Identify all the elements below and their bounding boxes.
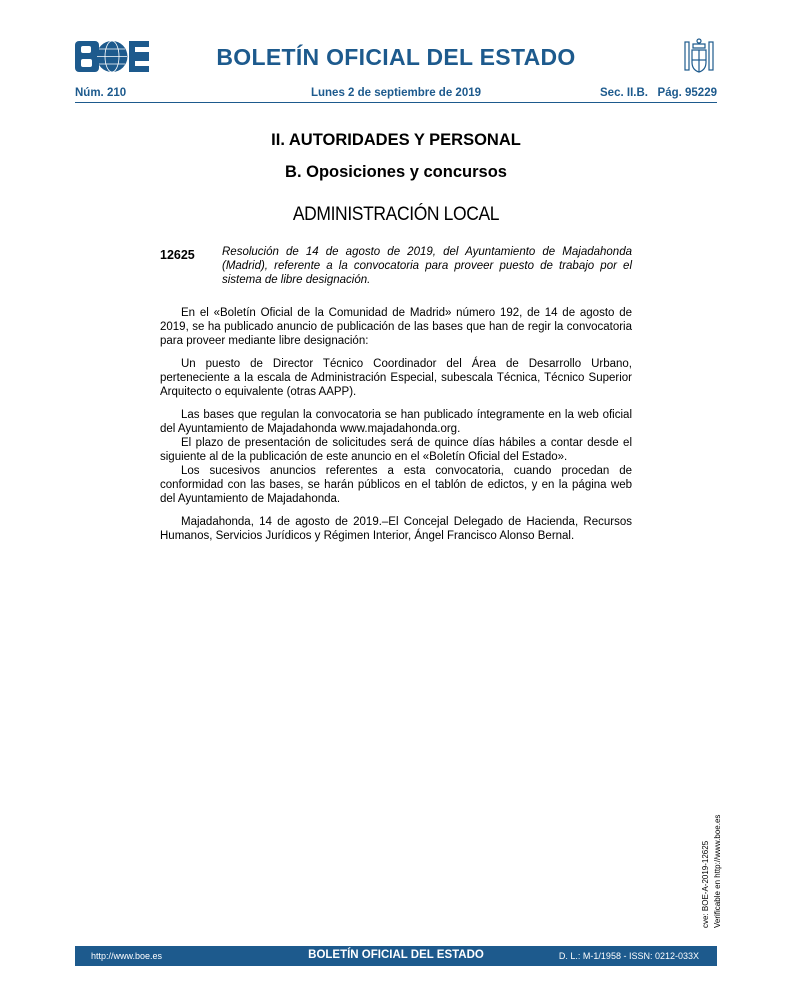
verification-sidebar <box>700 808 734 928</box>
issue-info-row <box>75 87 717 101</box>
boe-logo <box>75 41 149 72</box>
header-divider <box>75 102 717 103</box>
paragraph: Las bases que regulan la convocatoria se han publicado íntegramente en la web oficial del Ayuntamiento de Majadahonda www.majadahonda.org. <box>160 409 632 435</box>
footer-url-link[interactable]: http://www.boe.es <box>91 951 163 961</box>
issue-number: Núm. 210 <box>75 87 127 99</box>
subsection-heading: B. Oposiciones y concursos <box>285 163 507 181</box>
footer-legal: D. L.: M-1/1958 - ISSN: 0212-033X <box>558 951 699 961</box>
paragraph: El plazo de presentación de solicitudes será de quince días hábiles a contar desde el siguiente al de la publicación de este anuncio en el «Boletín Oficial del Estado». <box>160 437 632 463</box>
paragraph: Los sucesivos anuncios referentes a esta convocatoria, cuando procedan de conformidad con las bases, se harán públicos en el tablón de edictos, y en la página web del Ayuntamiento de Majadahonda. <box>160 465 632 505</box>
paragraph: En el «Boletín Oficial de la Comunidad de Madrid» número 192, de 14 de agosto de 2019, se ha publicado anuncio de publicación de las bases que han de regir la convocatoria para proveer mediante libre designación: <box>160 307 632 347</box>
footer-title: BOLETÍN OFICIAL DEL ESTADO <box>308 949 484 961</box>
issue-date: Lunes 2 de septiembre de 2019 <box>310 87 482 99</box>
paragraph: Un puesto de Director Técnico Coordinador del Área de Desarrollo Urbano, perteneciente a la escala de Administración Especial, subescala Técnica, Técnico Superior Arquitecto o equivalente (otras AAPP). <box>160 358 632 398</box>
cve-code: cve: BOE-A-2019-12625 <box>701 840 710 928</box>
section-heading: II. AUTORIDADES Y PERSONAL <box>271 131 521 149</box>
administration-heading: ADMINISTRACIÓN LOCAL <box>292 204 500 225</box>
coat-of-arms-icon <box>680 38 718 76</box>
entry-title: Resolución de 14 de agosto de 2019, del Ayuntamiento de Majadahonda (Madrid), referente a la convocatoria para proveer puesto de trabajo por el sistema de libre designación. <box>222 246 632 286</box>
verification-link[interactable]: Verificable en http://www.boe.es <box>713 814 722 928</box>
footer-bar <box>75 946 717 966</box>
entry-number: 12625 <box>160 248 195 262</box>
document-body <box>160 306 632 543</box>
signature-paragraph: Majadahonda, 14 de agosto de 2019.–El Concejal Delegado de Hacienda, Recursos Humanos, Servicios Jurídicos y Régimen Interior, Ángel Francisco Alonso Bernal. <box>160 516 632 542</box>
masthead-title: BOLETÍN OFICIAL DEL ESTADO <box>216 44 576 70</box>
section-page: Sec. II.B. Pág. 95229 <box>600 87 717 99</box>
